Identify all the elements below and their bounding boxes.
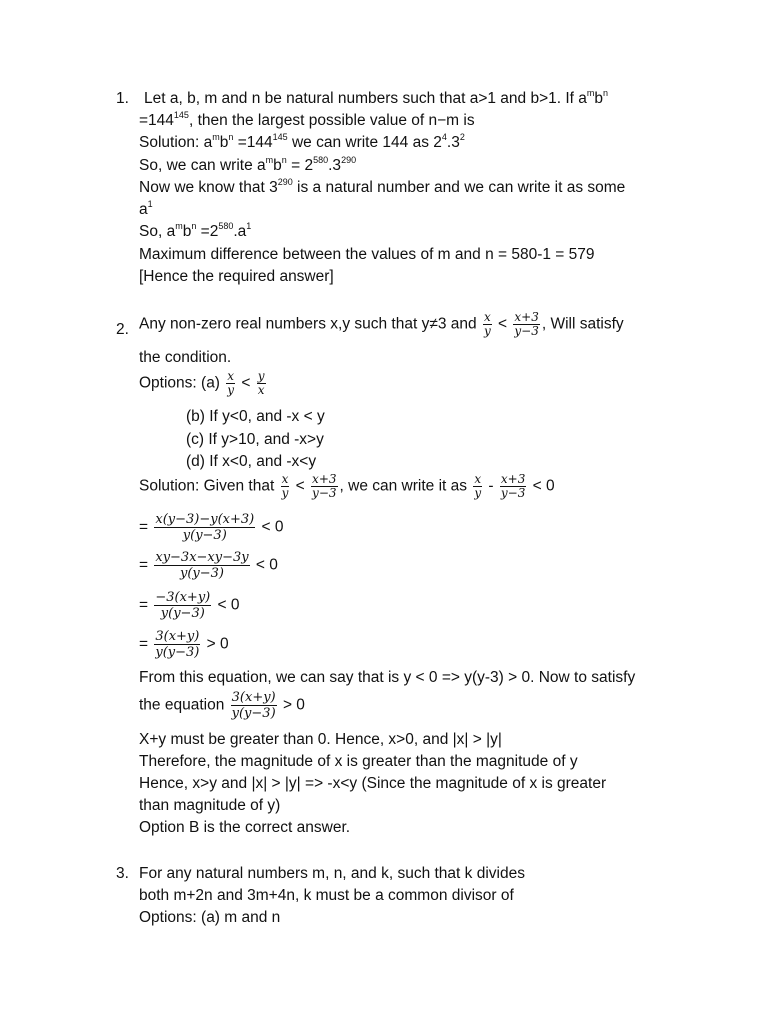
- question-2-line-2: the condition.: [139, 349, 232, 366]
- question-2-paragraph-5: Hence, x>y and |x| > |y| => -x<y (Since the magnitude of x is greater: [139, 775, 607, 792]
- equation-step-1: = $\frac{x(y-3)-y(x+3)}{y(y-3)}$ < 0: [139, 512, 284, 543]
- question-1-solution-line-4: $a^1$: [139, 199, 153, 218]
- question-1-solution-line-1: Solution: $a^mb^n =144^{145}$ we can write 144 as $2^4.3^2$: [139, 132, 465, 151]
- question-1-solution-line-5: So, $a^mb^n =2^{580}.a^1$: [139, 221, 252, 240]
- question-3-number: 3.: [116, 865, 129, 882]
- question-1-solution-line-2: So, we can write $a^mb^n = 2^{580}.3^{290}$: [139, 155, 357, 174]
- question-1-solution-line-7: [Hence the required answer]: [139, 268, 334, 285]
- question-2-option-d: (d) If x<0, and -x<y: [186, 453, 317, 470]
- question-2-paragraph-1: From this equation, we can say that is y < 0 => y(y-3) > 0. Now to satisfy: [139, 669, 636, 686]
- question-1-line-2: $=144^{145}$, then the largest possible value of n−m is: [139, 110, 475, 129]
- question-1-solution-line-3: Now we know that $3^{290}$ is a natural number and we can write it as some: [139, 177, 626, 196]
- question-1-line-1: Let a, b, m and n be natural numbers such that a>1 and b>1. If $a^mb^n$: [144, 88, 609, 107]
- equation-step-4: = $\frac{3(x+y)}{y(y-3)}$ > 0: [139, 629, 229, 660]
- equation-step-3: = $\frac{-3(x+y)}{y(y-3)}$ < 0: [139, 590, 240, 621]
- question-2-option-b: (b) If y<0, and -x < y: [186, 408, 325, 425]
- question-2-paragraph-6: than magnitude of y): [139, 797, 281, 814]
- question-2-paragraph-4: Therefore, the magnitude of x is greater than the magnitude of y: [139, 753, 578, 770]
- question-3-options: Options: (a) m and n: [139, 909, 281, 926]
- question-3-line-1: For any natural numbers m, n, and k, such that k divides: [139, 865, 525, 882]
- question-3-line-2: both m+2n and 3m+4n, k must be a common divisor of: [139, 887, 514, 904]
- question-2-option-a: Options: (a) $\frac{x}{y}$ < $\frac{y}{x}$: [139, 369, 265, 397]
- question-2-paragraph-2: the equation $\frac{3(x+y)}{y(y-3)}$ > 0: [139, 690, 305, 721]
- question-2-line-1: Any non-zero real numbers x,y such that y≠3 and $\frac{x}{y}$ < $\frac{x+3}{y-3}$ , Will satisfy: [139, 310, 624, 338]
- equation-step-2: = $\frac{xy-3x-xy-3y}{y(y-3)}$ < 0: [139, 550, 278, 581]
- question-2-number: 2.: [116, 321, 129, 338]
- question-2-solution-line-1: Solution: Given that $\frac{x}{y}$ < $\frac{x+3}{y-3}$ , we can write it as $\frac{x}{y}$ - $\frac{x+3}{y-3}$ < 0: [139, 472, 555, 500]
- question-1-number: 1.: [116, 90, 129, 107]
- question-2-option-c: (c) If y>10, and -x>y: [186, 431, 324, 448]
- question-1-solution-line-6: Maximum difference between the values of m and n = 580-1 = 579: [139, 246, 595, 263]
- question-2-paragraph-3: X+y must be greater than 0. Hence, x>0, and |x| > |y|: [139, 731, 502, 748]
- question-2-answer: Option B is the correct answer.: [139, 819, 351, 836]
